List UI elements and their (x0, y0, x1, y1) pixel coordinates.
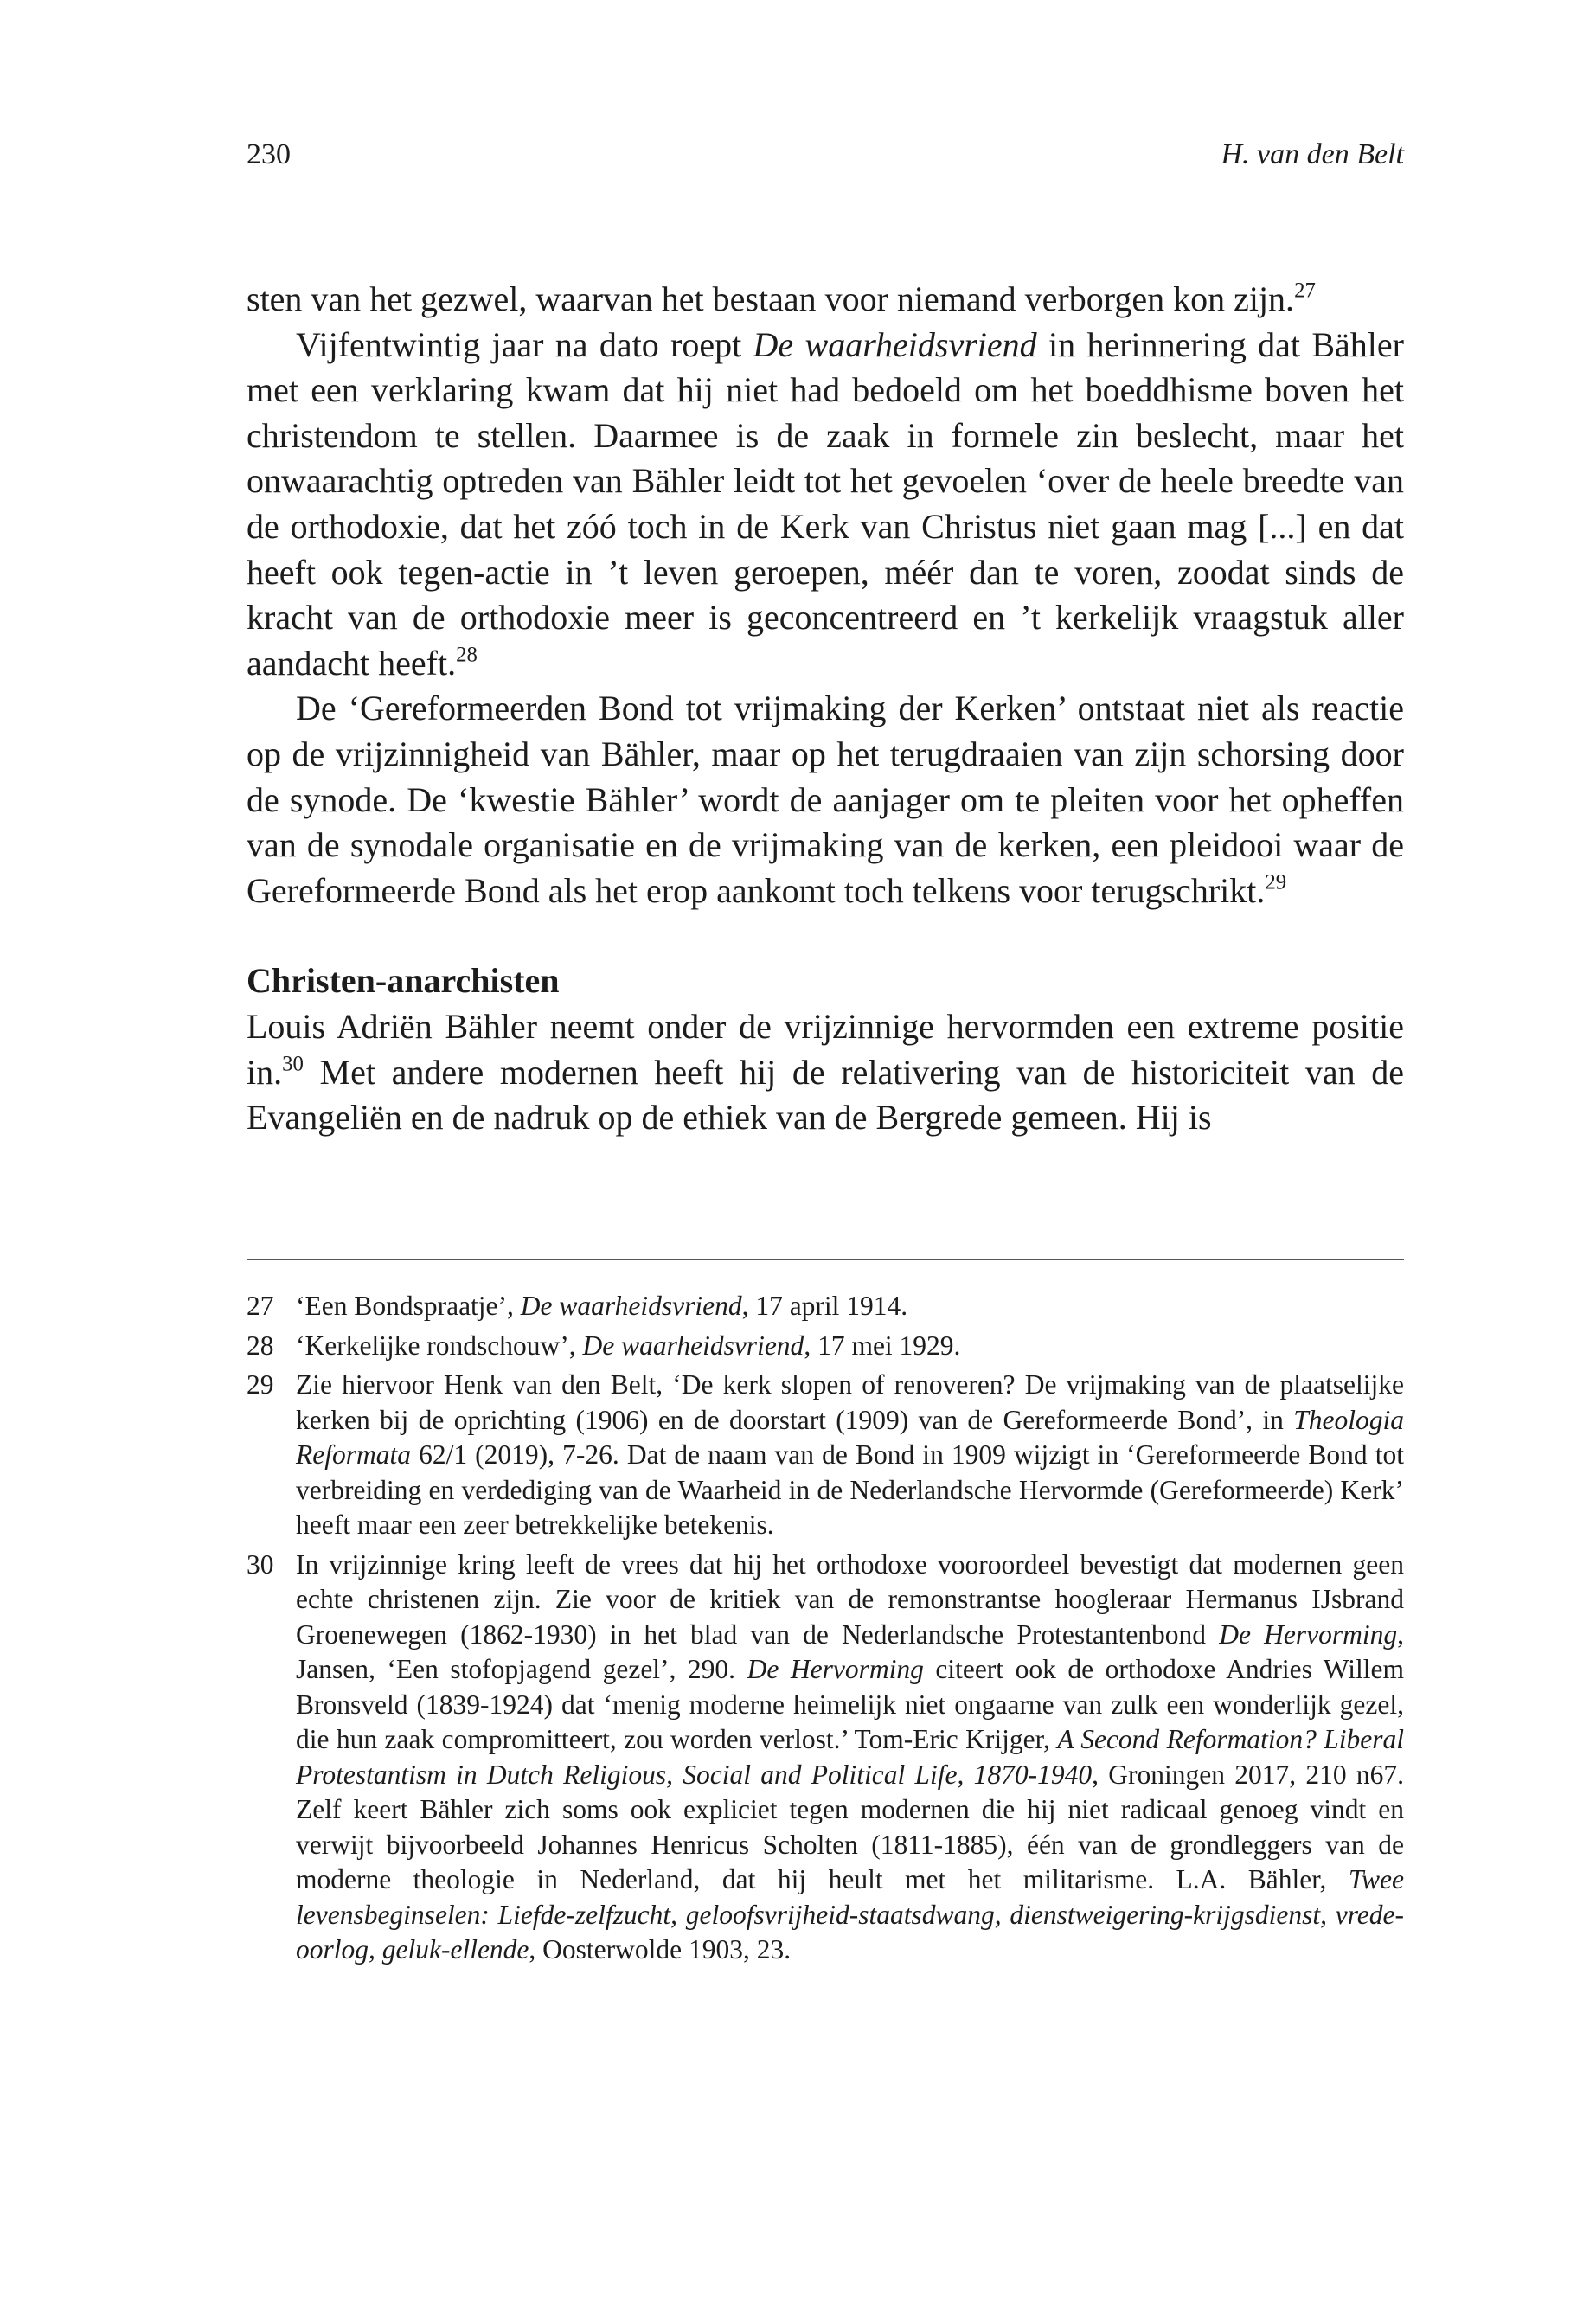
footnote-text: ‘Een Bondspraatje’, (296, 1291, 521, 1321)
footnote-text: , Oosterwolde 1903, 23. (529, 1934, 792, 1965)
footnote-text: Zie hiervoor Henk van den Belt, ‘De kerk slopen of renoveren? De vrijmaking van de plaatselijke kerken bij de oprichting (1906) en de doorstart (1909) van de Gereformeerde Bond’, in (296, 1369, 1404, 1435)
footnote-ref-27[interactable]: 27 (1294, 279, 1316, 303)
footnote-italic: De Hervorming (1219, 1618, 1398, 1650)
footnote-italic: De waarheidsvriend (520, 1291, 742, 1321)
footnote-italic: Theologia Reformata (296, 1404, 1404, 1470)
paragraph-continued (247, 277, 1404, 323)
footnote-27 (247, 1289, 1404, 1324)
paragraph-text: Louis Adriën Bähler neemt onder de vrijzinnige hervormden een extreme positie in. (247, 1006, 1404, 1092)
paragraph-text: Vijfentwintig jaar na dato roept (296, 324, 753, 364)
footnote-number: 28 (247, 1330, 274, 1361)
main-text (247, 277, 1404, 1141)
footnote-number: 30 (247, 1548, 274, 1580)
footnote-30 (247, 1548, 1404, 1968)
footnote-italic: De Hervorming (747, 1654, 924, 1684)
footnote-italic: De waarheidsvriend (582, 1330, 804, 1361)
paragraph-text: in herinnering dat Bähler met een verklaring kwam dat hij niet had bedoeld om het boeddhisme boven het christendom te stellen. Daarmee is de zaak in formele zin beslecht, maar het onwaarachtig optreden van Bähler leidt tot het gevoelen ‘over de heele breedte van de orthodoxie, dat het zóó toch in de Kerk van Christus niet gaan mag [...] en dat heeft ook tegen-actie in ’t leven geroepen, méér dan te voren, zoodat sinds de kracht van de orthodoxie meer is geconcentreerd en ’t kerkelijk vraagstuk aller aandacht heeft. (247, 324, 1404, 683)
running-header (247, 138, 1404, 176)
footnote-number: 27 (247, 1291, 274, 1321)
footnote-text: ‘Kerkelijke rondschouw’, (296, 1330, 583, 1361)
footnote-text: , Jansen, ‘Een stofopjagend gezel’, 290. (296, 1618, 1404, 1684)
footnote-divider (247, 1259, 1404, 1260)
paragraph-text: Met andere modernen heeft hij de relativering van de historiciteit van de Evangeliën en de nadruk op de ethiek van de Bergrede gemeen. Hij is (247, 1052, 1404, 1138)
footnote-28 (247, 1329, 1404, 1364)
footnote-number: 29 (247, 1369, 274, 1400)
footnote-ref-28[interactable]: 28 (456, 643, 478, 667)
paragraph-text: sten van het gezwel, waarvan het bestaan voor niemand verborgen kon zijn. (247, 279, 1295, 318)
footnote-29 (247, 1368, 1404, 1543)
paragraph (247, 323, 1404, 687)
section-heading: Christen-anarchisten (247, 961, 560, 1001)
periodical-title: De waarheidsvriend (753, 324, 1037, 364)
footnote-text: In vrijzinnige kring leeft de vrees dat hij het orthodoxe vooroordeel bevestigt dat modernen geen echte christenen zijn. Zie voor de kritiek van de remonstrantse hoogleraar Hermanus IJsbrand Groenewegen (1862-1930) in het blad van de Nederlandsche Protestantenbond (296, 1548, 1404, 1650)
paragraph (247, 1004, 1404, 1141)
footnote-text: , 17 april 1914. (741, 1291, 908, 1321)
footnote-text: 62/1 (2019), 7-26. Dat de naam van de Bond in 1909 wijzigt in ‘Gereformeerde Bond tot verbreiding en verdediging van de Waarheid in de Nederlandsche Hervormde (Gereformeerde) Kerk’ heeft maar een zeer betrekkelijke betekenis. (296, 1439, 1404, 1540)
paragraph (247, 686, 1404, 913)
page-number: 230 (247, 138, 291, 170)
footnotes (247, 1289, 1404, 1972)
footnote-ref-29[interactable]: 29 (1265, 870, 1287, 894)
footnote-text: , Groningen 2017, 210 n67. Zelf keert Bähler zich soms ook expliciet tegen modernen die hij niet radicaal genoeg vindt en verwijt bijvoorbeeld Johannes Henricus Scholten (1811-1885), één van de grondleggers van de moderne theologie in Nederland, dat hij heult met het militarisme. L.A. Bähler, (296, 1759, 1404, 1894)
footnote-ref-30[interactable]: 30 (282, 1052, 304, 1076)
footnote-text: citeert ook de orthodoxe Andries Willem Bronsveld (1839-1924) dat ‘menig moderne heimelijk niet ongaarne van zulk een wonderlijk gezel, die hun zaak compromitteert, zou worden verlost.’ Tom-Eric Krijger, (296, 1654, 1404, 1754)
running-head-author: H. van den Belt (1221, 138, 1404, 170)
footnote-italic: Twee levensbeginselen: Liefde-zelfzucht, geloofsvrijheid-staatsdwang, dienstweigering-krijgsdienst, vrede-oorlog, geluk-ellende (296, 1864, 1404, 1965)
footnote-italic: A Second Reformation? Liberal Protestantism in Dutch Religious, Social and Political Life, 1870-1940 (296, 1724, 1404, 1790)
paragraph-text: De ‘Gereformeerden Bond tot vrijmaking der Kerken’ ontstaat niet als reactie op de vrijzinnigheid van Bähler, maar op het terugdraaien van zijn schorsing door de synode. De ‘kwestie Bähler’ wordt de aanjager om te pleiten voor het opheffen van de synodale organisatie en de vrijmaking van de kerken, een pleidooi waar de Gereformeerde Bond als het erop aankomt toch telkens voor terugschrikt. (247, 689, 1404, 910)
footnote-text: , 17 mei 1929. (804, 1330, 961, 1361)
